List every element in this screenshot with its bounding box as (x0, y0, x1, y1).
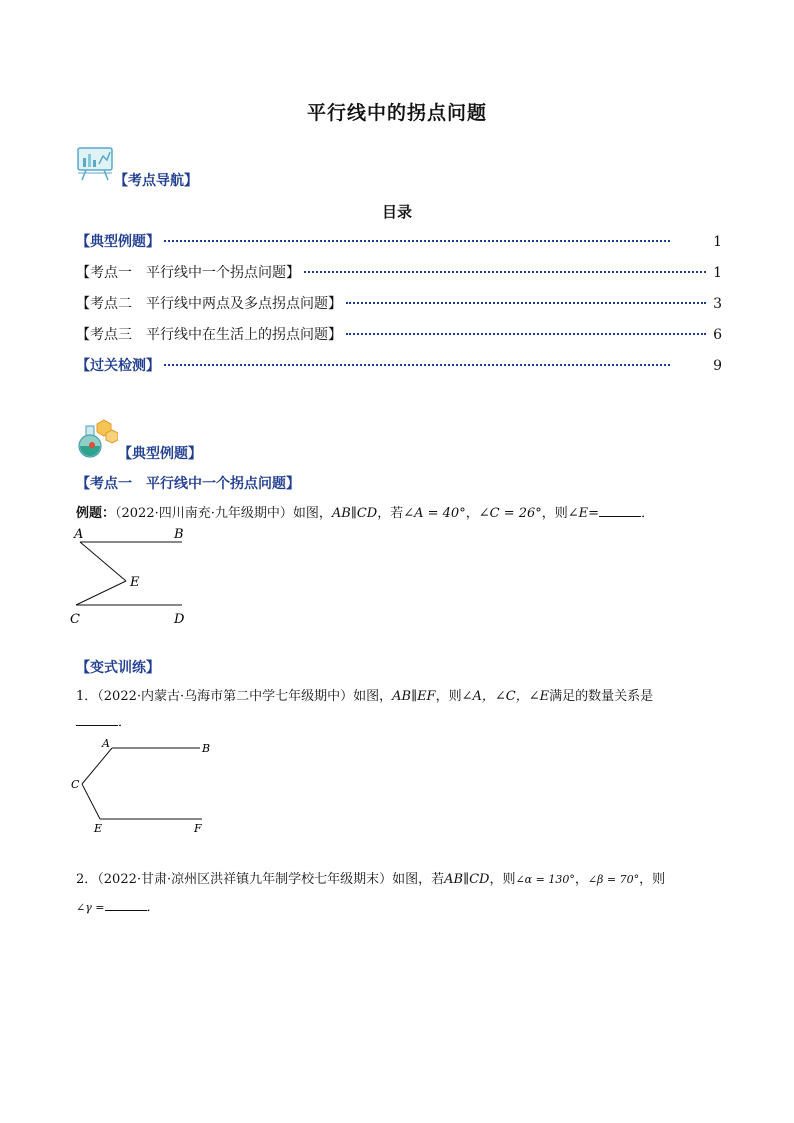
toc-entry-label: 【过关检测】 (76, 358, 160, 374)
example-angle-c: ∠C = 26° (478, 506, 542, 521)
q2-beta: ∠β = 70° (587, 873, 640, 886)
point-label-a: A (74, 527, 84, 542)
toc-title: 目录 (381, 203, 412, 221)
example-text: ， (465, 506, 479, 521)
q1-text: 1．（2022·内蒙古·乌海市第二中学七年级期中）如图， (76, 689, 393, 704)
example-figure (68, 524, 198, 628)
point-label-a: A (102, 737, 110, 750)
toc-entry-label: 【考点三 平行线中在生活上的拐点问题】 (76, 327, 342, 343)
toc-entry-label: 【考点二 平行线中两点及多点拐点问题】 (76, 296, 342, 312)
toc-entry[interactable] (76, 355, 722, 375)
q2-text: 2．（2022·甘肃·凉州区洪祥镇九年制学校七年级期末）如图，若 (76, 872, 445, 887)
example-end: ． (641, 506, 655, 521)
answer-blank[interactable] (599, 504, 641, 517)
example-question (76, 502, 654, 521)
point-label-d: D (174, 612, 185, 627)
q1-parallel: AB∥EF (392, 689, 436, 704)
example-ask: ∠E= (567, 506, 600, 521)
toc-entry-page: 3 (713, 296, 722, 312)
toc-leader-dots (304, 271, 706, 273)
toc-entry-page: 1 (713, 234, 722, 250)
q1-end: ． (118, 715, 132, 730)
kaodian-heading: 【考点一 平行线中一个拐点问题】 (76, 476, 300, 492)
toc-leader-dots (164, 240, 670, 242)
chemistry-flask-icon (74, 418, 118, 458)
question-1 (76, 685, 653, 704)
question-1-figure (68, 736, 214, 836)
toc-entry-page: 1 (713, 265, 722, 281)
section-heading: 【典型例题】 (118, 446, 202, 462)
answer-blank[interactable] (105, 898, 147, 911)
toc-entry-label: 【典型例题】 (76, 234, 160, 250)
point-label-e: E (130, 575, 140, 590)
toc-entry[interactable] (76, 262, 722, 282)
toc-entry[interactable] (76, 324, 722, 344)
example-text: ，则 (541, 506, 568, 521)
answer-blank[interactable] (76, 713, 118, 726)
toc-leader-dots (346, 333, 706, 335)
q2-alpha: ∠α = 130° (515, 873, 575, 886)
q1-text: 满足的数量关系是 (549, 689, 654, 704)
question-2-line2 (76, 896, 160, 915)
point-label-b: B (202, 742, 211, 755)
example-source: （2022·四川南充·九年级期中）如图， (115, 506, 332, 521)
nav-heading: 【考点导航】 (114, 173, 198, 189)
example-parallel: AB∥CD (331, 506, 378, 521)
q2-end: ． (146, 900, 160, 915)
point-label-f: F (194, 822, 202, 835)
toc-entry[interactable] (76, 293, 722, 313)
toc-leader-dots (346, 302, 706, 304)
variant-heading: 【变式训练】 (76, 660, 160, 676)
example-prefix: 例题： (76, 506, 116, 521)
q2-parallel: AB∥CD (444, 872, 490, 887)
point-label-c: C (71, 778, 80, 791)
presentation-board-icon (76, 146, 116, 182)
toc-entry-page: 9 (713, 358, 722, 374)
page-title: 平行线中的拐点问题 (306, 102, 487, 124)
q1-angles: ∠A，∠C，∠E (461, 689, 550, 704)
example-text: ，若 (377, 506, 404, 521)
q2-gamma: ∠γ = (76, 901, 105, 914)
point-label-b: B (174, 527, 184, 542)
question-1-line2 (76, 711, 131, 730)
example-angle-a: ∠A = 40° (403, 506, 466, 521)
q2-text: ，则 (639, 872, 666, 887)
toc-entry-page: 6 (713, 327, 722, 343)
q2-text: ， (574, 872, 588, 887)
question-2 (76, 868, 665, 887)
q2-text: ，则 (489, 872, 516, 887)
toc-entry-label: 【考点一 平行线中一个拐点问题】 (76, 265, 300, 281)
point-label-c: C (70, 612, 80, 627)
toc-leader-dots (164, 364, 670, 366)
point-label-e: E (94, 822, 103, 835)
toc-entry[interactable] (76, 231, 722, 251)
q1-text: ，则 (435, 689, 462, 704)
